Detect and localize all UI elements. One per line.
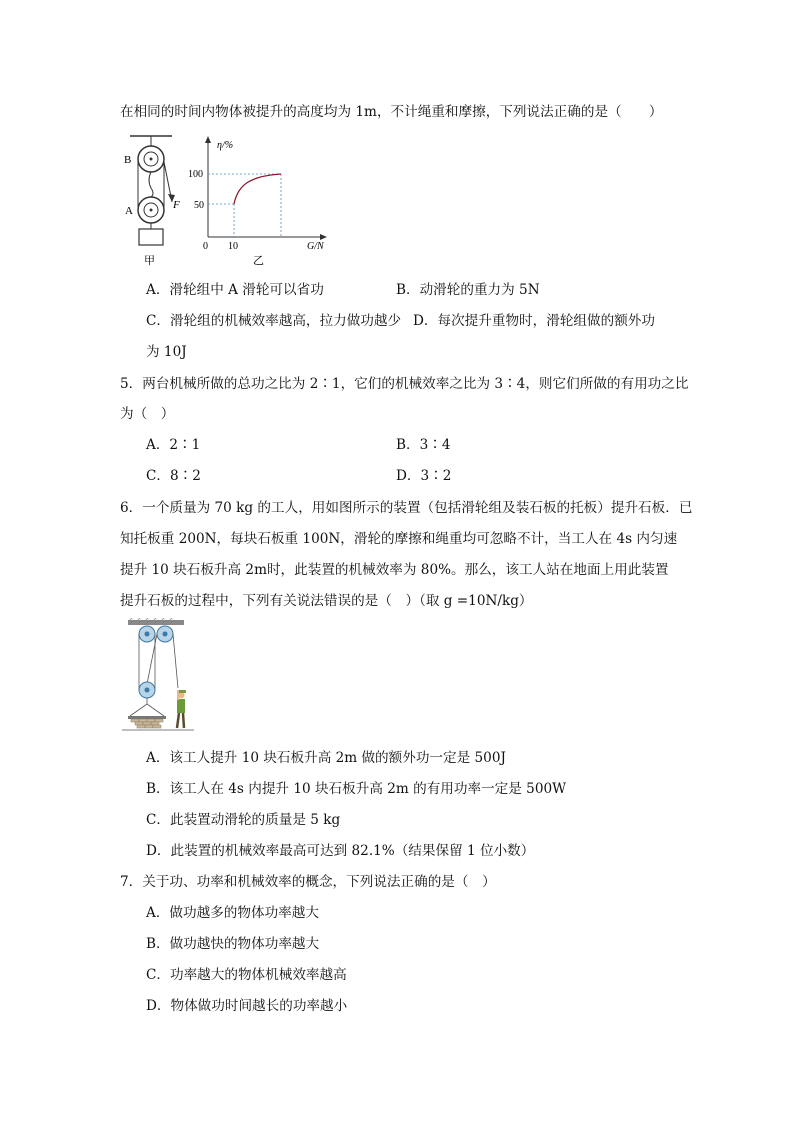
q7-option-a: A．做功越多的物体功率越大: [146, 905, 319, 921]
label-b: B: [124, 154, 132, 166]
q4-stem: 在相同的时间内物体被提升的高度均为 1m，不计绳重和摩擦，下列说法正确的是（ ）: [120, 104, 663, 120]
q5-option-b: B．3∶4: [396, 437, 451, 453]
q7-option-d: D．物体做功时间越长的功率越小: [146, 998, 348, 1014]
q4-option-d-line1: D．每次提升重物时，滑轮组做的额外功: [413, 313, 655, 329]
efficiency-graph-yi: [185, 132, 335, 268]
q4-option-a: A．滑轮组中 A 滑轮可以省功: [146, 282, 324, 298]
caption-jia: 甲: [144, 255, 155, 267]
q5-stem-line2: 为（ ）: [120, 406, 175, 422]
q6-option-d: D．此装置的机械效率最高可达到 82.1%（结果保留 1 位小数）: [146, 843, 535, 859]
y-tick-50: 50: [194, 200, 204, 211]
q5-stem-line1: 5．两台机械所做的总功之比为 2∶1，它们的机械效率之比为 3∶4，则它们所做的有用功之比: [120, 376, 689, 392]
q5-option-d: D．3∶2: [396, 468, 452, 484]
q6-stem-line3: 提升 10 块石板升高 2m时，此装置的机械效率为 80%。那么，该工人站在地面上用此装置: [120, 562, 669, 578]
q6-stem-line2: 知托板重 200N，每块石板重 100N，滑轮的摩擦和绳重均可忽略不计，当工人在 4s 内匀速: [120, 531, 678, 547]
worker-pulley-figure: [122, 618, 194, 736]
x-tick-0: 0: [203, 241, 208, 252]
q7-option-c: C．功率越大的物体机械效率越高: [146, 967, 347, 983]
q7-option-b: B．做功越快的物体功率越大: [146, 936, 320, 952]
y-tick-100: 100: [188, 169, 203, 180]
q6-stem-line4: 提升石板的过程中，下列有关说法错误的是（ ）（取 g =10N/kg）: [120, 593, 533, 609]
q4-option-d-line2: 为 10J: [146, 344, 187, 360]
q4-option-b: B．动滑轮的重力为 5N: [396, 282, 540, 298]
q6-option-c: C．此装置动滑轮的质量是 5 kg: [146, 812, 341, 828]
x-tick-10: 10: [228, 241, 238, 252]
y-axis-label: η/%: [217, 140, 234, 151]
caption-yi: 乙: [253, 255, 264, 267]
label-f: F: [173, 199, 180, 211]
q6-stem-line1: 6．一个质量为 70 kg 的工人，用如图所示的装置（包括滑轮组及装石板的托板）提升石板．已: [120, 500, 693, 516]
pulley-figure-jia: [120, 132, 190, 268]
q4-option-c: C．滑轮组的机械效率越高，拉力做功越少: [146, 313, 402, 329]
q6-option-a: A．该工人提升 10 块石板升高 2m 做的额外功一定是 500J: [146, 750, 506, 766]
label-a: A: [125, 205, 133, 217]
x-axis-label: G/N: [307, 241, 324, 252]
q7-stem: 7．关于功、功率和机械效率的概念，下列说法正确的是（ ）: [120, 874, 496, 890]
q5-option-c: C．8∶2: [146, 468, 201, 484]
q5-option-a: A．2∶1: [146, 437, 201, 453]
q6-option-b: B．该工人在 4s 内提升 10 块石板升高 2m 的有用功率一定是 500W: [146, 781, 567, 797]
